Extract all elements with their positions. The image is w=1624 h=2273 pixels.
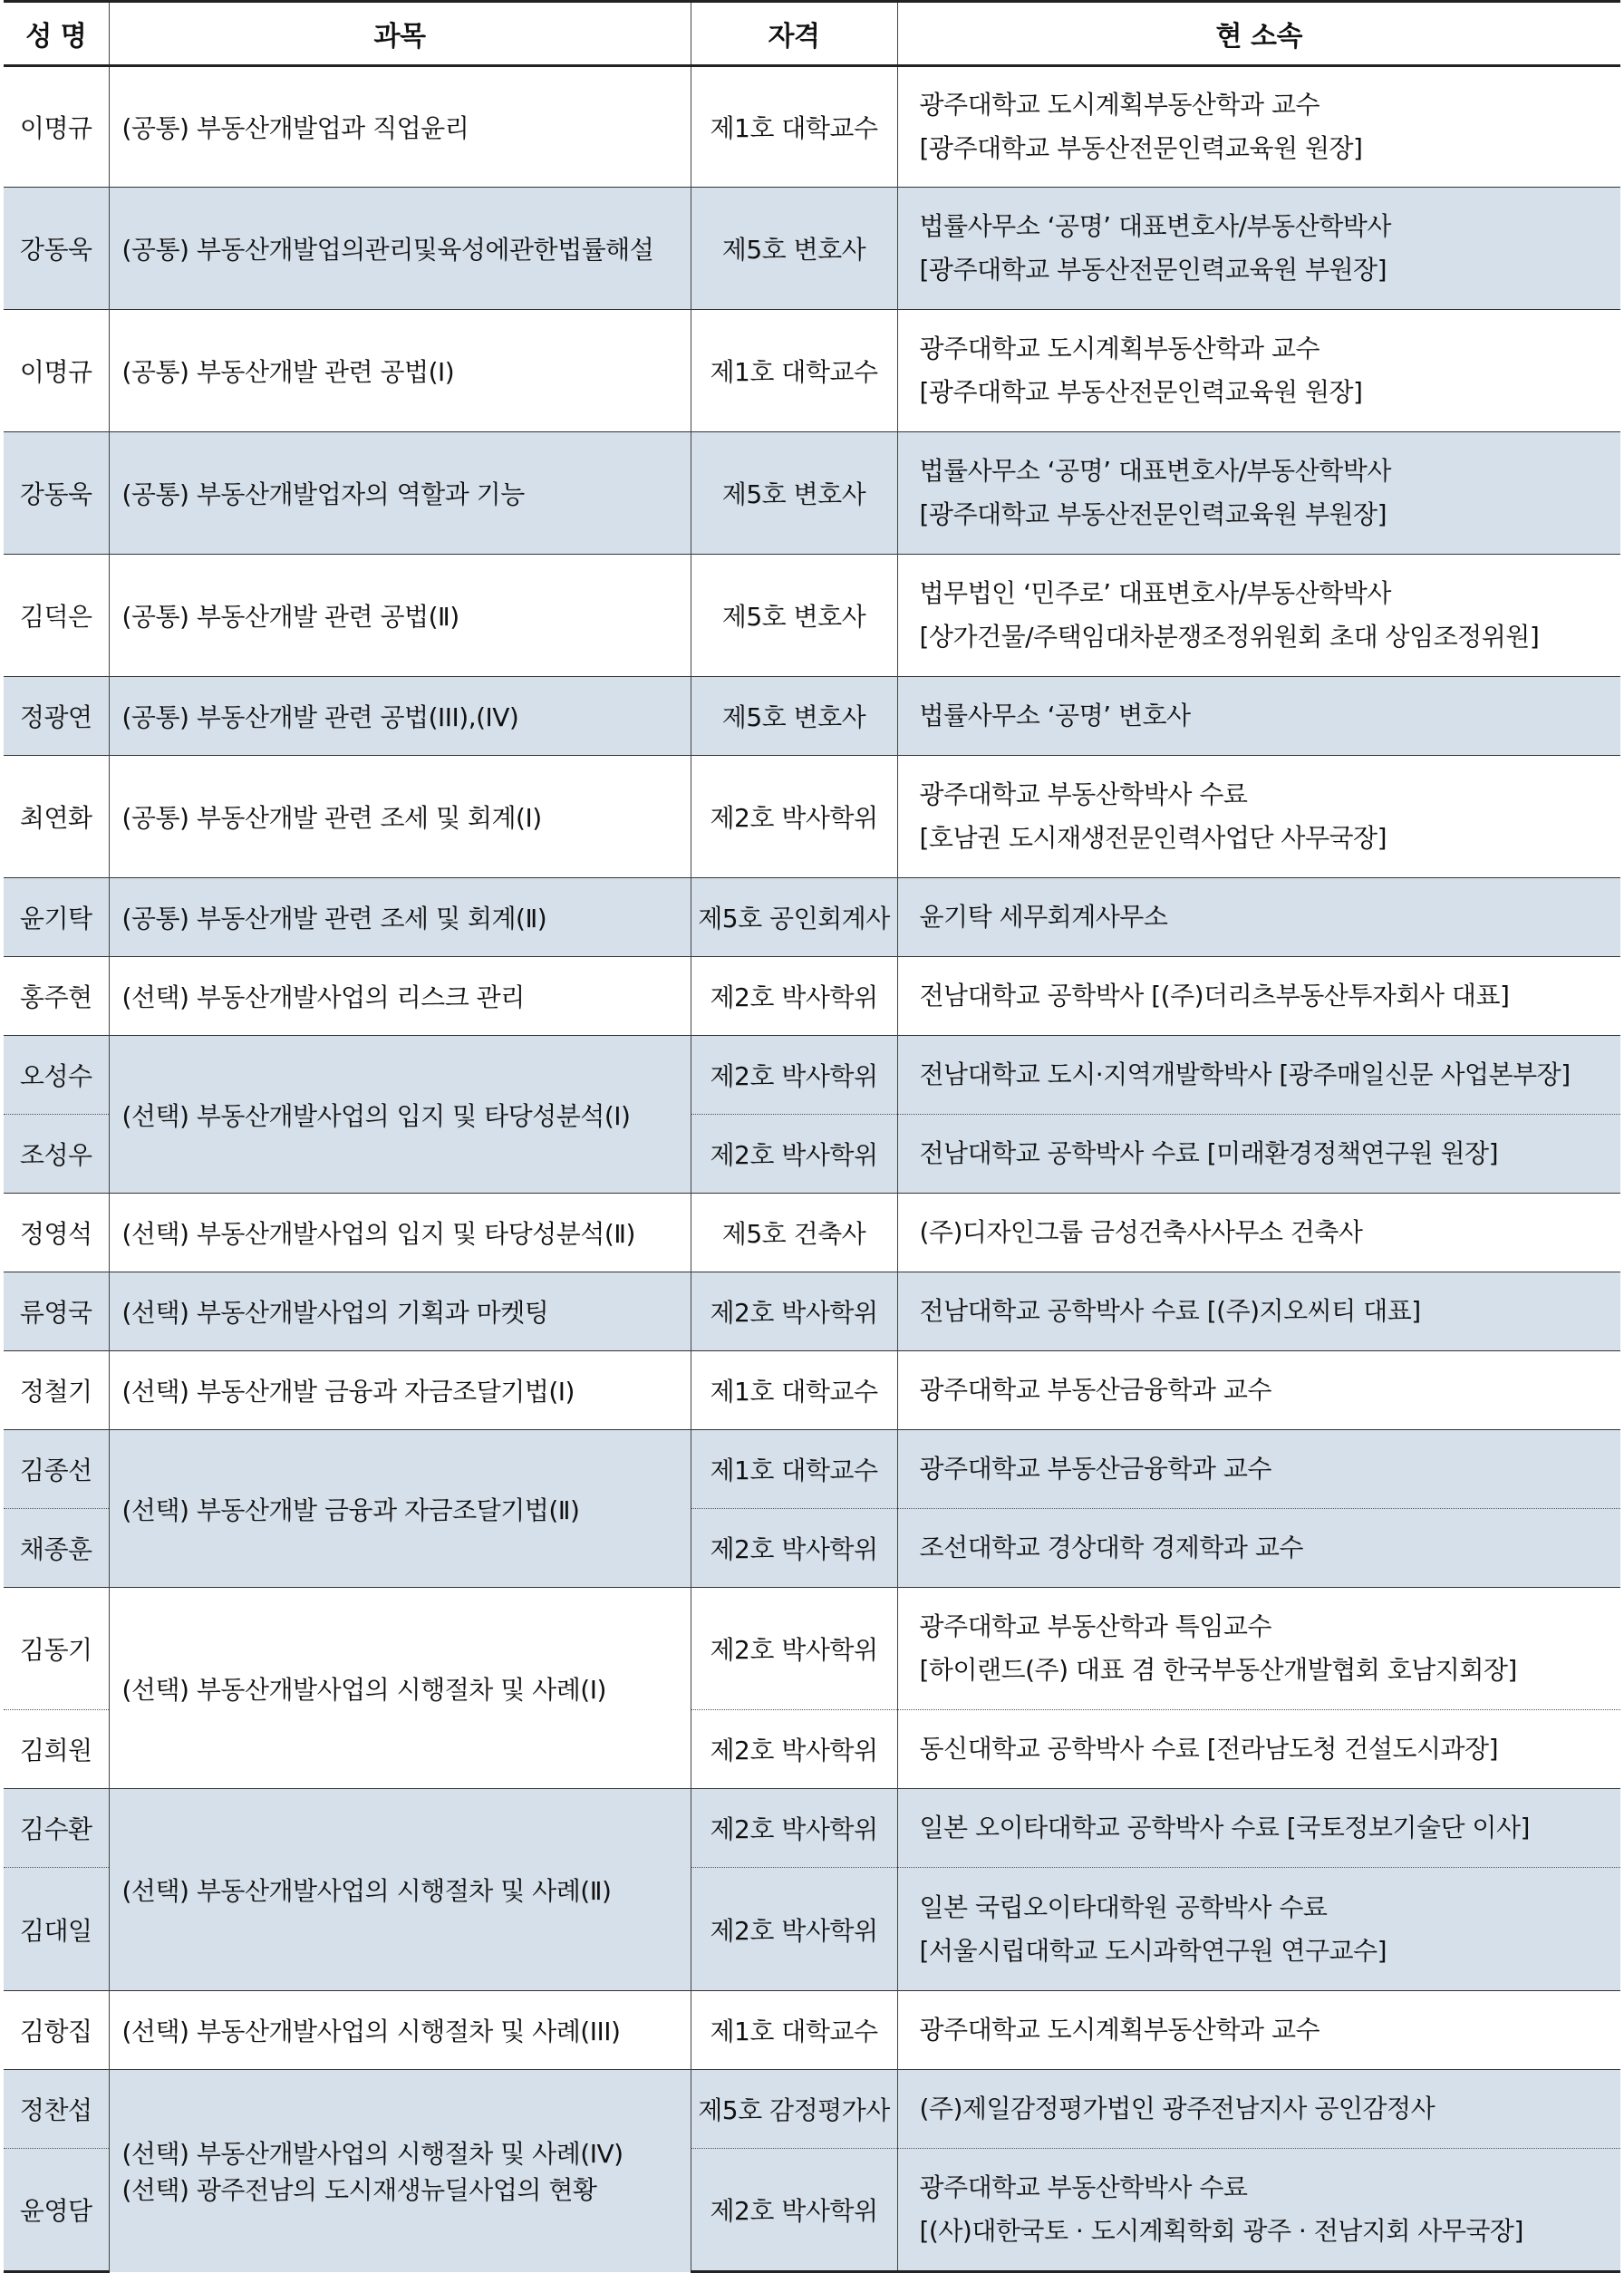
qualification-cell: 제2호 박사학위 [691, 1115, 897, 1194]
table-row [4, 677, 1620, 756]
instructor-name: 정철기 [4, 1351, 109, 1430]
affiliation-cell [897, 310, 1620, 432]
affiliation-line: 광주대학교 부동산학과 특임교수 [919, 1611, 1271, 1641]
instructor-name: 김수환 [4, 1789, 109, 1868]
affiliation-line: 조선대학교 경상대학 경제학과 교수 [919, 1533, 1303, 1562]
subject-cell: (공통) 부동산개발업자의 역할과 기능 [109, 432, 691, 555]
instructor-name: 오성수 [4, 1036, 109, 1115]
affiliation-note: [광주대학교 부동산전문인력교육원 부원장] [919, 499, 1387, 529]
subject-cell: (선택) 부동산개발사업의 리스크 관리 [109, 957, 691, 1036]
instructor-name: 홍주현 [4, 957, 109, 1036]
header-subject: 과목 [109, 2, 691, 66]
affiliation-cell [897, 1509, 1620, 1588]
affiliation-line: (주)제일감정평가법인 광주전남지사 공인감정사 [919, 2094, 1436, 2123]
affiliation-line: 법률사무소 ‘공명’ 변호사 [919, 701, 1191, 730]
table-row [4, 1194, 1620, 1272]
affiliation-cell [897, 878, 1620, 957]
qualification-cell: 제1호 대학교수 [691, 1991, 897, 2070]
qualification-cell: 제1호 대학교수 [691, 1351, 897, 1430]
instructor-name: 최연화 [4, 756, 109, 878]
subject-cell: (선택) 부동산개발사업의 시행절차 및 사례(Ⅰ) [109, 1588, 691, 1789]
instructor-table [4, 0, 1620, 2273]
qualification-cell: 제2호 박사학위 [691, 2149, 897, 2272]
affiliation-note: [상가건물/주택임대차분쟁조정위원회 초대 상임조정위원] [919, 622, 1540, 652]
subject-line: (선택) 부동산개발사업의 시행절차 및 사례(IV) [121, 2139, 624, 2170]
table-row [4, 756, 1620, 878]
affiliation-line: 광주대학교 부동산학박사 수료 [919, 2172, 1248, 2202]
affiliation-line: 광주대학교 도시계획부동산학과 교수 [919, 2015, 1320, 2045]
affiliation-cell [897, 1868, 1620, 1991]
qualification-cell: 제2호 박사학위 [691, 756, 897, 878]
affiliation-cell [897, 1991, 1620, 2070]
affiliation-cell [897, 66, 1620, 188]
affiliation-cell [897, 1351, 1620, 1430]
table-row [4, 957, 1620, 1036]
instructor-name: 김대일 [4, 1868, 109, 1991]
instructor-name: 강동욱 [4, 432, 109, 555]
subject-cell: (공통) 부동산개발업과 직업윤리 [109, 66, 691, 188]
affiliation-line: 일본 국립오이타대학원 공학박사 수료 [919, 1891, 1328, 1922]
table-row [4, 1351, 1620, 1430]
qualification-cell: 제5호 감정평가사 [691, 2070, 897, 2149]
affiliation-line: 광주대학교 부동산금융학과 교수 [919, 1454, 1271, 1484]
affiliation-cell [897, 432, 1620, 555]
table-row [4, 1991, 1620, 2070]
affiliation-cell [897, 957, 1620, 1036]
affiliation-note: [호남권 도시재생전문인력사업단 사무국장] [919, 823, 1387, 853]
qualification-cell: 제1호 대학교수 [691, 1430, 897, 1509]
instructor-name: 조성우 [4, 1115, 109, 1194]
subject-cell: (선택) 부동산개발사업의 시행절차 및 사례(III) [109, 1991, 691, 2070]
affiliation-cell [897, 756, 1620, 878]
instructor-name: 채종훈 [4, 1509, 109, 1588]
affiliation-cell [897, 1115, 1620, 1194]
affiliation-cell [897, 1710, 1620, 1789]
table-row [4, 555, 1620, 677]
subject-cell: (공통) 부동산개발 관련 공법(Ⅰ) [109, 310, 691, 432]
affiliation-line: 법률사무소 ‘공명’ 대표변호사/부동산학박사 [919, 211, 1391, 241]
affiliation-note: [(사)대한국토 · 도시계획학회 광주 · 전남지회 사무국장] [919, 2216, 1523, 2246]
affiliation-cell [897, 1272, 1620, 1351]
affiliation-cell [897, 1789, 1620, 1868]
subject-cell: (선택) 부동산개발사업의 입지 및 타당성분석(Ⅱ) [109, 1194, 691, 1272]
affiliation-line: 윤기탁 세무회계사무소 [919, 902, 1168, 932]
affiliation-note: [하이랜드(주) 대표 겸 한국부동산개발협회 호남지회장] [919, 1655, 1517, 1685]
affiliation-cell [897, 1430, 1620, 1509]
instructor-name: 정영석 [4, 1194, 109, 1272]
instructor-name: 강동욱 [4, 188, 109, 310]
affiliation-cell [897, 1036, 1620, 1115]
instructor-name: 김항집 [4, 1991, 109, 2070]
affiliation-cell [897, 2070, 1620, 2149]
header-name: 성 명 [4, 2, 109, 66]
qualification-cell: 제1호 대학교수 [691, 310, 897, 432]
instructor-name: 정찬섭 [4, 2070, 109, 2149]
qualification-cell: 제5호 변호사 [691, 555, 897, 677]
affiliation-note: [광주대학교 부동산전문인력교육원 원장] [919, 377, 1363, 407]
qualification-cell: 제2호 박사학위 [691, 1036, 897, 1115]
affiliation-line: (주)디자인그룹 금성건축사사무소 건축사 [919, 1217, 1363, 1247]
table-row [4, 66, 1620, 188]
qualification-cell: 제5호 건축사 [691, 1194, 897, 1272]
table-row [4, 188, 1620, 310]
subject-cell: (선택) 부동산개발사업의 시행절차 및 사례(Ⅱ) [109, 1789, 691, 1991]
qualification-cell: 제5호 변호사 [691, 188, 897, 310]
header-row [4, 2, 1620, 66]
table-row [4, 1036, 1620, 1115]
subject-cell: (공통) 부동산개발 관련 조세 및 회계(Ⅰ) [109, 756, 691, 878]
instructor-name: 김덕은 [4, 555, 109, 677]
affiliation-cell [897, 677, 1620, 756]
table-row [4, 1272, 1620, 1351]
affiliation-cell [897, 555, 1620, 677]
subject-line: (선택) 광주전남의 도시재생뉴딜사업의 현황 [121, 2175, 597, 2206]
table-row [4, 878, 1620, 957]
qualification-cell: 제2호 박사학위 [691, 957, 897, 1036]
instructor-name: 김동기 [4, 1588, 109, 1710]
instructor-name: 이명규 [4, 66, 109, 188]
instructor-name: 김희원 [4, 1710, 109, 1789]
instructor-name: 이명규 [4, 310, 109, 432]
affiliation-line: 광주대학교 부동산학박사 수료 [919, 779, 1248, 809]
affiliation-line: 법률사무소 ‘공명’ 대표변호사/부동산학박사 [919, 456, 1391, 486]
subject-cell: (공통) 부동산개발 관련 조세 및 회계(Ⅱ) [109, 878, 691, 957]
table-row [4, 2070, 1620, 2149]
subject-cell: (선택) 부동산개발사업의 기획과 마켓팅 [109, 1272, 691, 1351]
subject-cell: (선택) 부동산개발 금융과 자금조달기법(Ⅰ) [109, 1351, 691, 1430]
affiliation-line: 광주대학교 부동산금융학과 교수 [919, 1375, 1271, 1405]
affiliation-line: 전남대학교 공학박사 수료 [(주)지오씨티 대표] [919, 1296, 1421, 1326]
subject-cell: (선택) 부동산개발 금융과 자금조달기법(Ⅱ) [109, 1430, 691, 1588]
qualification-cell: 제2호 박사학위 [691, 1710, 897, 1789]
qualification-cell: 제2호 박사학위 [691, 1868, 897, 1991]
subject-cell: (공통) 부동산개발 관련 공법(Ⅱ) [109, 555, 691, 677]
header-affiliation: 현 소속 [897, 2, 1620, 66]
affiliation-line: 전남대학교 도시·지역개발학박사 [광주매일신문 사업본부장] [919, 1059, 1571, 1089]
affiliation-line: 광주대학교 도시계획부동산학과 교수 [919, 90, 1320, 120]
subject-cell: (공통) 부동산개발업의관리및육성에관한법률해설 [109, 188, 691, 310]
subject-cell: (공통) 부동산개발 관련 공법(III),(IV) [109, 677, 691, 756]
affiliation-cell [897, 2149, 1620, 2272]
affiliation-line: 전남대학교 공학박사 수료 [미래환경정책연구원 원장] [919, 1138, 1499, 1168]
affiliation-line: 일본 오이타대학교 공학박사 수료 [국토정보기술단 이사] [919, 1813, 1530, 1843]
instructor-name: 김종선 [4, 1430, 109, 1509]
table-row [4, 432, 1620, 555]
affiliation-line: 광주대학교 도시계획부동산학과 교수 [919, 334, 1320, 363]
subject-cell [109, 2070, 691, 2272]
affiliation-note: [광주대학교 부동산전문인력교육원 원장] [919, 133, 1363, 163]
instructor-name: 윤기탁 [4, 878, 109, 957]
table-row [4, 1789, 1620, 1868]
qualification-cell: 제2호 박사학위 [691, 1272, 897, 1351]
instructor-name: 윤영담 [4, 2149, 109, 2272]
subject-cell: (선택) 부동산개발사업의 입지 및 타당성분석(Ⅰ) [109, 1036, 691, 1194]
affiliation-line: 동신대학교 공학박사 수료 [전라남도청 건설도시과장] [919, 1734, 1499, 1764]
header-qualification: 자격 [691, 2, 897, 66]
instructor-name: 정광연 [4, 677, 109, 756]
table-row [4, 1588, 1620, 1710]
table-row [4, 310, 1620, 432]
instructor-name: 류영국 [4, 1272, 109, 1351]
affiliation-line: 전남대학교 공학박사 [(주)더리츠부동산투자회사 대표] [919, 981, 1510, 1011]
affiliation-cell [897, 1588, 1620, 1710]
affiliation-note: [서울시립대학교 도시과학연구원 연구교수] [919, 1935, 1387, 1966]
qualification-cell: 제5호 공인회계사 [691, 878, 897, 957]
table-row [4, 1430, 1620, 1509]
affiliation-line: 법무법인 ‘민주로’ 대표변호사/부동산학박사 [919, 578, 1391, 608]
qualification-cell: 제2호 박사학위 [691, 1789, 897, 1868]
qualification-cell: 제5호 변호사 [691, 677, 897, 756]
qualification-cell: 제2호 박사학위 [691, 1588, 897, 1710]
qualification-cell: 제5호 변호사 [691, 432, 897, 555]
qualification-cell: 제1호 대학교수 [691, 66, 897, 188]
affiliation-note: [광주대학교 부동산전문인력교육원 부원장] [919, 255, 1387, 285]
qualification-cell: 제2호 박사학위 [691, 1509, 897, 1588]
affiliation-cell [897, 188, 1620, 310]
affiliation-cell [897, 1194, 1620, 1272]
